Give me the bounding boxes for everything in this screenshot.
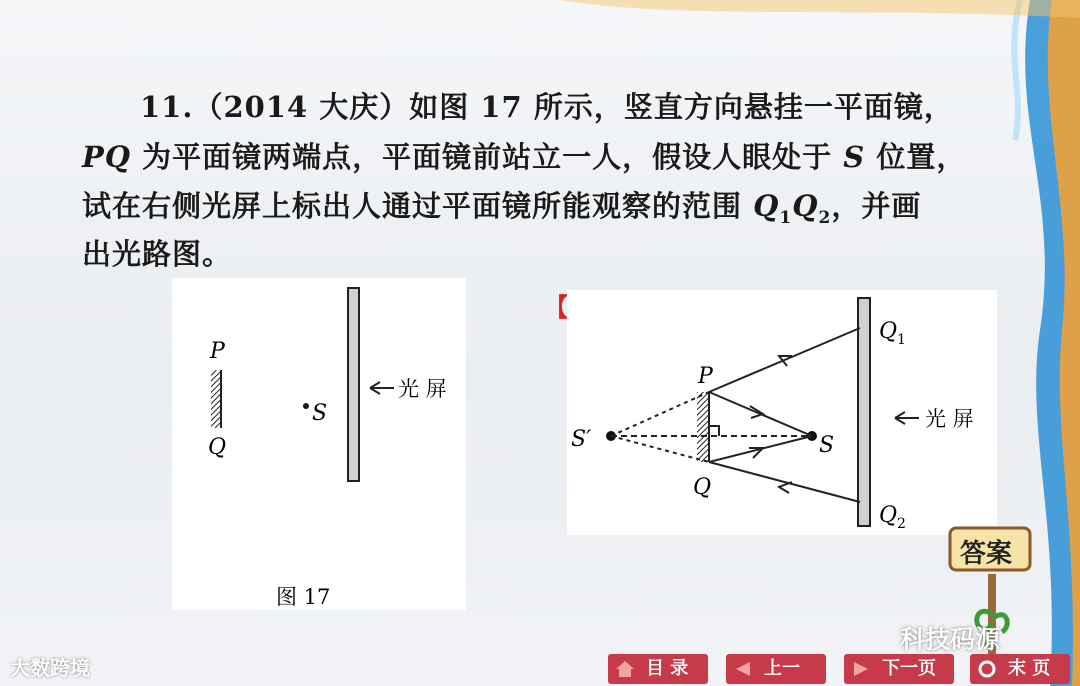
label-q2: Q [879, 503, 898, 528]
nav-prev-label: 上一 [764, 658, 800, 679]
label-s-prime: S′ [571, 427, 592, 452]
answer-tag: 【答案】 [544, 293, 645, 322]
question-line-4 [82, 232, 232, 273]
question-number: 11. [140, 90, 194, 124]
nav-contents-label: 目 录 [646, 658, 689, 679]
question-line1-text: 如图 17 所示，竖直方向悬挂一平面镜， [409, 90, 954, 124]
label-q1: Q [879, 319, 898, 344]
question-line2-text-b: 位置， [865, 140, 967, 174]
screen [858, 298, 870, 526]
nav-next-button[interactable] [844, 654, 954, 684]
label-q1-sub: 1 [897, 332, 906, 348]
answer-figure [567, 290, 997, 535]
next-arrow-icon [850, 659, 872, 679]
screen-label: 光 屏 [925, 407, 974, 431]
question-line3-text: 试在右侧光屏上标出人通过平面镜所能观察的范围 [82, 189, 754, 223]
figure-caption: 图 17 [276, 585, 331, 609]
var-q1-sub: 1 [779, 207, 793, 228]
label-s: S [312, 401, 328, 426]
label-q2-sub: 2 [897, 516, 906, 532]
label-p: P [210, 339, 225, 364]
answer-button-label: 答案 [960, 539, 1013, 569]
nav-prev-button[interactable] [726, 654, 826, 684]
question-line-1 [140, 85, 954, 126]
screen [348, 288, 359, 481]
question-line3-tail: ，并画 [831, 189, 922, 223]
screen-label: 光 屏 [398, 377, 447, 401]
figure-17 [172, 278, 466, 610]
answer-button[interactable] [948, 524, 1032, 574]
label-s: S [819, 433, 835, 458]
mirror [211, 370, 221, 428]
label-q: Q [208, 435, 227, 460]
label-q: Q [693, 475, 712, 500]
eye-point-s [303, 403, 309, 409]
mirror [697, 392, 709, 462]
var-pq: PQ [82, 140, 132, 174]
var-q2-sub: 2 [818, 207, 832, 228]
label-p: P [698, 364, 713, 389]
nav-last-button[interactable] [970, 654, 1070, 684]
home-icon [614, 659, 636, 679]
prev-arrow-icon [732, 659, 754, 679]
question-line4-text: 出光路图。 [82, 237, 233, 271]
question-line-2 [82, 135, 966, 176]
question-source: （2014 大庆） [193, 90, 410, 124]
var-q1: Q [753, 189, 780, 223]
nav-bar [608, 654, 1073, 684]
var-q2: Q [792, 189, 819, 223]
nav-next-label: 下一页 [882, 658, 936, 679]
circle-icon [976, 659, 998, 679]
watermark-left: 大数跨境 [10, 656, 90, 680]
question-line-3 [82, 184, 921, 228]
nav-contents-button[interactable] [608, 654, 708, 684]
nav-last-label: 末 页 [1008, 658, 1051, 679]
question-line2-text-a: 为平面镜两端点，平面镜前站立一人，假设人眼处于 [131, 140, 844, 174]
watermark-right: 科技码源 [900, 625, 1001, 654]
decorative-top-wave [560, 0, 1080, 40]
var-s: S [843, 140, 866, 174]
